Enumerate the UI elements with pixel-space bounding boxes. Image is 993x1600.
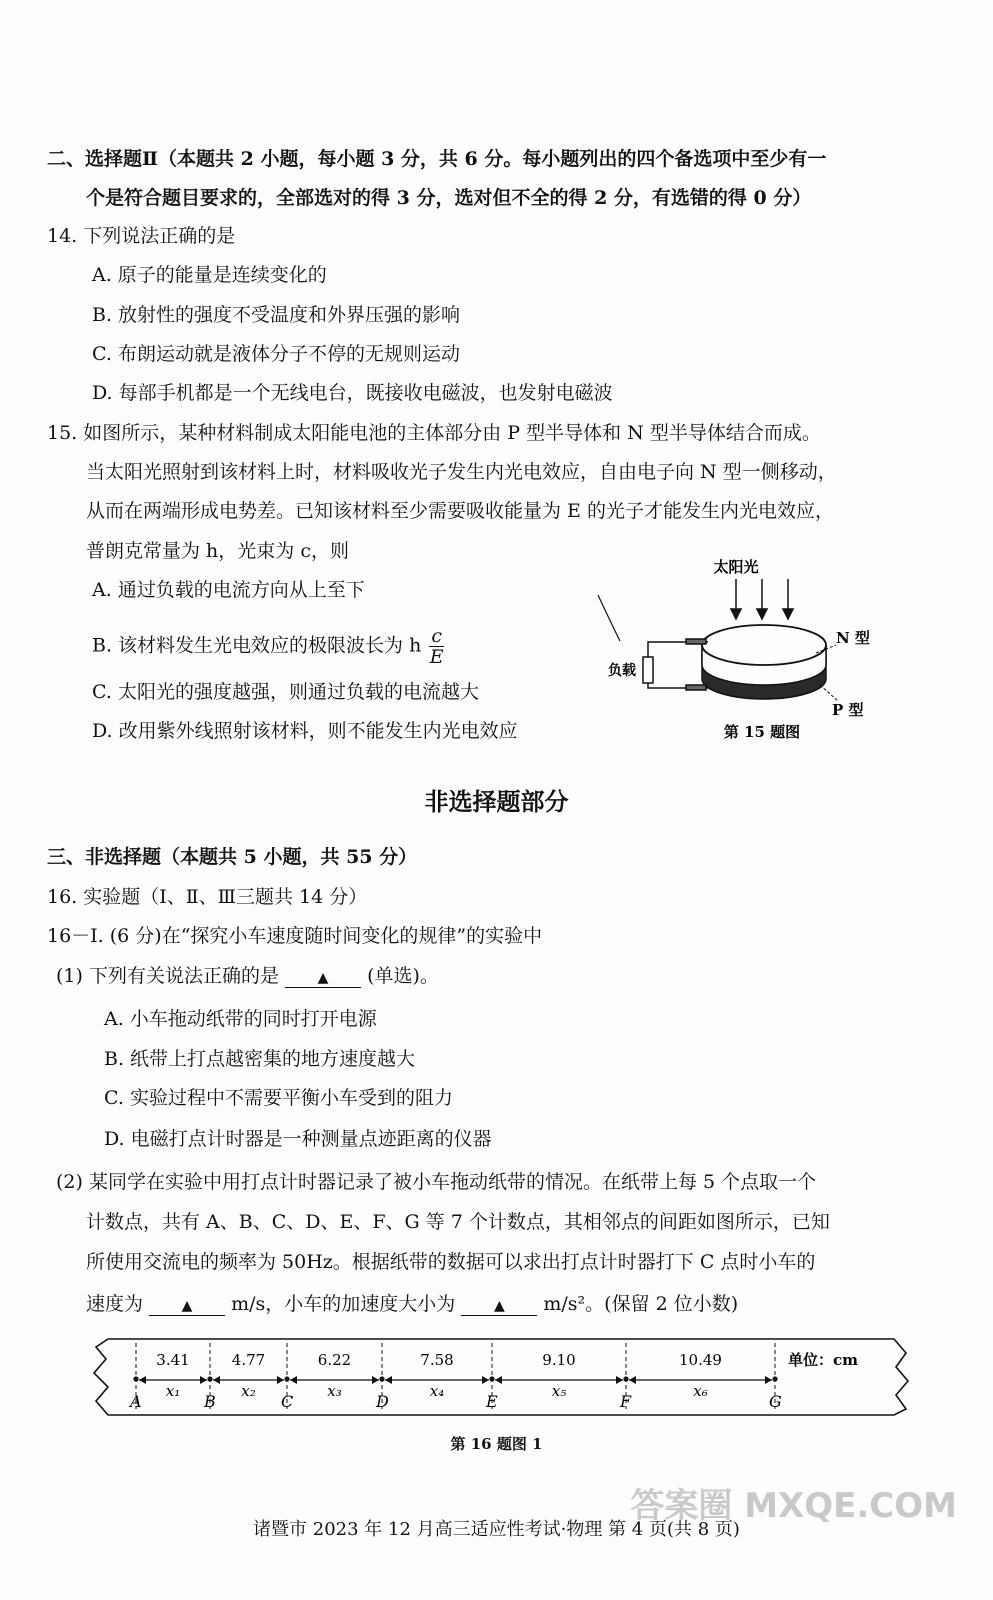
distance-label: 4.77: [231, 1351, 266, 1369]
part2-line-1: (2) 某同学在实验中用打点计时器记录了被小车拖动纸带的情况。在纸带上每 5 个点取一个: [56, 1171, 817, 1193]
section-title: 二、选择题Ⅱ（本题共 2 小题，每小题 3 分，共 6 分。每小题列出的四个备选项中至少有一: [47, 148, 827, 170]
p-leader: [820, 685, 838, 701]
part2-line-3: 所使用交流电的频率为 50Hz。根据纸带的数据可以求出打点计时器打下 C 点时小车的: [86, 1251, 816, 1273]
q15-line-3: 从而在两端形成电势差。已知该材料至少需要吸收能量为 E 的光子才能发生内光电效应，: [86, 500, 834, 522]
q14-option-a: A. 原子的能量是连续变化的: [92, 264, 327, 286]
q16-1-part1: [56, 964, 439, 988]
tape-dot: [133, 1376, 138, 1381]
distance-label: 6.22: [317, 1351, 352, 1369]
distance-label: 3.41: [156, 1351, 190, 1369]
solar-cell: [702, 625, 826, 699]
section-title-cont: 个是符合题目要求的，全部选对的得 3 分，选对但不全的得 2 分，有选错的得 0 分）: [86, 187, 812, 209]
velocity-blank[interactable]: ▲: [149, 1297, 225, 1316]
q15-option-d: D. 改用紫外线照射该材料，则不能发生内光电效应: [92, 720, 518, 742]
segment-label: x₂: [241, 1382, 256, 1400]
part1-option-b: B. 纸带上打点越密集的地方速度越大: [104, 1048, 416, 1070]
velocity-prompt: 速度为: [86, 1293, 144, 1315]
tape-dot: [207, 1376, 212, 1381]
paper-tape-figure: [88, 1335, 918, 1420]
answer-blank[interactable]: ▲: [285, 969, 361, 988]
q15-option-c: C. 太阳光的强度越强，则通过负载的电流越大: [92, 681, 479, 703]
point-label-A: A: [130, 1392, 142, 1411]
nonchoice-heading: 非选择题部分: [424, 787, 569, 816]
tape-dot: [284, 1376, 289, 1381]
q14-option-b: B. 放射性的强度不受温度和外界压强的影响: [92, 304, 461, 326]
part2-suffix: m/s²。(保留 2 位小数): [543, 1293, 739, 1315]
fraction-denominator: E: [429, 646, 444, 668]
q16-stem: 16. 实验题（Ⅰ、Ⅱ、Ⅲ三题共 14 分）: [47, 886, 368, 908]
tape-dot: [379, 1376, 384, 1381]
q15-option-b: [92, 626, 444, 667]
point-label-B: B: [204, 1392, 216, 1411]
acceleration-prompt: m/s，小车的加速度大小为: [231, 1293, 456, 1315]
n-type-label: N 型: [836, 629, 870, 647]
point-label-D: D: [376, 1392, 389, 1411]
part1-option-a: A. 小车拖动纸带的同时打开电源: [104, 1008, 377, 1030]
load-circuit: [643, 639, 708, 690]
segment-label: x₄: [429, 1382, 445, 1400]
watermark: [630, 1488, 957, 1524]
point-label-G: G: [769, 1392, 782, 1411]
q14-stem: 14. 下列说法正确的是: [47, 225, 236, 247]
part1-option-d: D. 电磁打点计时器是一种测量点迹距离的仪器: [104, 1128, 492, 1150]
q15-line-4: 普朗克常量为 h，光束为 c，则: [86, 540, 349, 562]
figure-16-caption: 第 16 题图 1: [450, 1435, 543, 1453]
fraction-numerator: c: [431, 625, 443, 647]
part2-line-4: [86, 1292, 738, 1316]
tape-dot: [489, 1376, 494, 1381]
segment-label: x₃: [327, 1382, 342, 1400]
q15-option-b-text: B. 该材料发生光电效应的极限波长为 h: [92, 634, 422, 657]
part1-suffix: (单选)。: [367, 965, 439, 987]
point-label-E: E: [486, 1392, 498, 1411]
point-label-C: C: [281, 1392, 294, 1411]
q15-option-a: A. 通过负载的电流方向从上至下: [92, 579, 365, 601]
part1-prompt: (1) 下列有关说法正确的是: [56, 965, 279, 987]
segment-label: x₆: [693, 1382, 708, 1400]
part1-option-c: C. 实验过程中不需要平衡小车受到的阻力: [104, 1087, 453, 1109]
segment-label: x₁: [165, 1382, 181, 1400]
part2-line-2: 计数点，共有 A、B、C、D、E、F、G 等 7 个计数点，其相邻点的间距如图所示，已知: [86, 1211, 830, 1233]
p-type-label: P 型: [832, 701, 864, 719]
page-footer: 诸暨市 2023 年 12 月高三适应性考试·物理 第 4 页(共 8 页): [253, 1519, 740, 1540]
load-label: 负载: [608, 663, 636, 679]
q14-option-c: C. 布朗运动就是液体分子不停的无规则运动: [92, 343, 460, 365]
segment-label: x₅: [551, 1382, 567, 1400]
point-label-F: F: [620, 1392, 632, 1411]
acceleration-blank[interactable]: ▲: [461, 1297, 537, 1316]
tape-dot: [623, 1376, 628, 1381]
q15-line-1: 15. 如图所示，某种材料制成太阳能电池的主体部分由 P 型半导体和 N 型半导体结合而成。: [47, 422, 821, 444]
solar-cell-figure: [590, 555, 900, 750]
figure-15-caption: 第 15 题图: [723, 723, 801, 741]
section3-title: 三、非选择题（本题共 5 小题，共 55 分）: [47, 846, 418, 868]
distance-label: 7.58: [420, 1351, 454, 1369]
tape-dot: [772, 1376, 777, 1381]
fraction: [429, 626, 444, 667]
distance-label: 10.49: [679, 1351, 722, 1369]
sunlight-arrows: [731, 579, 793, 619]
sunlight-label: 太阳光: [713, 558, 759, 576]
q14-option-d: D. 每部手机都是一个无线电台，既接收电磁波，也发射电磁波: [92, 382, 613, 404]
tape-unit-label: 单位：cm: [788, 1351, 859, 1369]
q15-line-2: 当太阳光照射到该材料上时，材料吸收光子发生内光电效应，自由电子向 N 型一侧移动，: [86, 461, 837, 483]
distance-label: 9.10: [542, 1351, 576, 1369]
q16-1-stem: 16－Ⅰ. (6 分)在“探究小车速度随时间变化的规律”的实验中: [47, 925, 543, 947]
watermark-text: 答案圈 MXQE.COM: [630, 1486, 957, 1526]
pointer-stroke: [598, 595, 620, 641]
